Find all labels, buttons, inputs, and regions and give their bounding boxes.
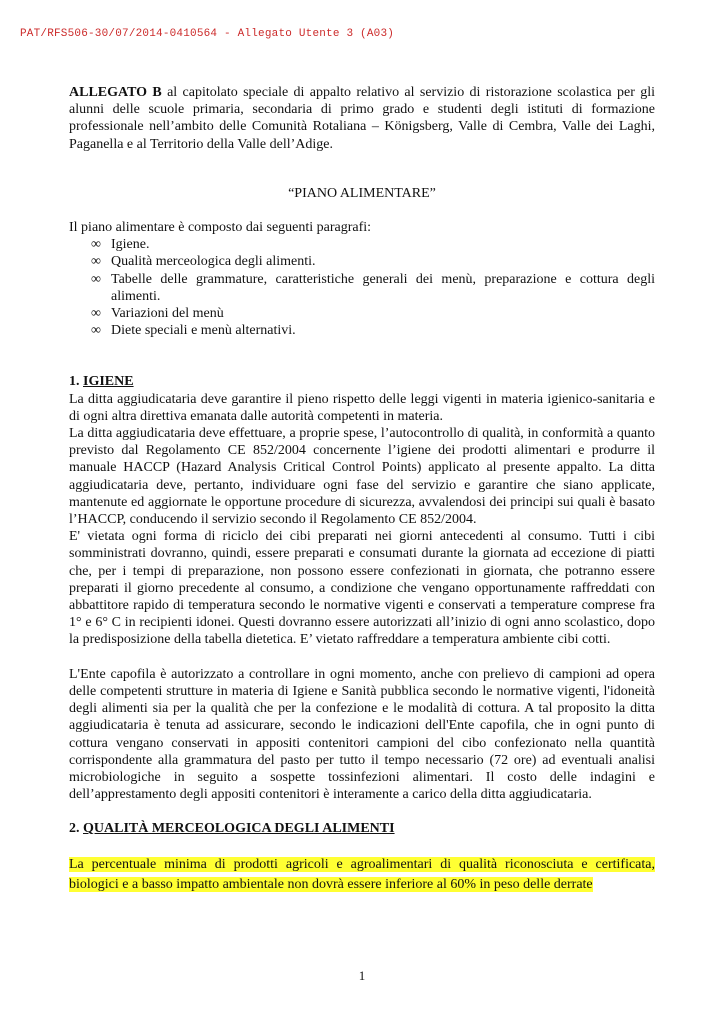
list-intro: Il piano alimentare è composto dai seguenti paragrafi:	[69, 220, 372, 236]
list-item: ∞ Variazioni del menù	[91, 306, 224, 322]
annex-intro-text: al capitolato speciale di appalto relativo al servizio di ristorazione scolastica per gli alunni delle scuole primaria, secondaria di primo grado e studenti degli istituti di formazione professionale nell’ambito delle Comunità Rotaliana – Königsberg, Valle di Cembra, Valle dei Laghi, Paganella e al Territorio della Valle dell’Adige.	[69, 85, 655, 152]
infinity-bullet-icon: ∞	[91, 323, 101, 339]
paragraph-list	[69, 236, 655, 339]
list-item: ∞ Igiene.	[91, 237, 150, 253]
section-1-paragraph-1: La ditta aggiudicataria deve garantire il pieno rispetto delle leggi vigenti in materia igienico-sanitaria e di ogni altra direttiva emanata dalle autorità competenti in materia.	[69, 391, 655, 424]
section-1-heading: 1. IGIENE	[69, 374, 134, 390]
annex-label: ALLEGATO B	[69, 85, 162, 100]
section-2-heading: 2. QUALITÀ MERCEOLOGICA DEGLI ALIMENTI	[69, 821, 395, 837]
infinity-bullet-icon: ∞	[91, 271, 101, 287]
list-item: ∞ Diete speciali e menù alternativi.	[91, 323, 296, 339]
infinity-bullet-icon: ∞	[91, 237, 101, 253]
infinity-bullet-icon: ∞	[91, 306, 101, 322]
section-2-highlighted-paragraph: La percentuale minima di prodotti agricoli e agroalimentari di qualità riconosciuta e certificata, biologici e a basso impatto ambientale non dovrà essere inferiore al 60% in peso delle derrate	[69, 856, 655, 892]
list-item: ∞ Qualità merceologica degli alimenti.	[91, 254, 316, 270]
document-body	[69, 84, 655, 895]
section-1-title: IGIENE	[83, 374, 134, 390]
page-number: 1	[358, 968, 366, 983]
section-1-paragraph-2: La ditta aggiudicataria deve effettuare, a proprie spese, l’autocontrollo di qualità, in conformità a quanto previsto dal Regolamento CE 852/2004 concernente l’igiene dei prodotti alimentari e produrre il manuale HACCP (Hazard Analysis Critical Control Points) applicato al presente appalto. La ditta aggiudicataria deve, pertanto, individuare ogni fase del servizio e garantire che siano applicate, mantenute ed aggiornate le opportune procedure di sicurezza, avvalendosi dei principi sui quali è basato l’HACCP, conducendo il servizio secondo il Regolamento CE 852/2004.	[69, 426, 655, 528]
document-header-stamp: PAT/RFS506-30/07/2014-0410564 - Allegato Utente 3 (A03)	[20, 28, 395, 40]
section-1-paragraph-3: E' vietata ogni forma di riciclo dei cibi preparati nei giorni antecedenti al consumo. Tutti i cibi somministrati dovranno, quindi, essere preparati e consumati durante la giornata ad eccezione di piatti che, per i tempi di preparazione, non possono essere confezionati in giornata, che potranno essere preparati il giorno precedente al consumo, a condizione che vengano opportunamente raffreddati con abbattitore rapido di temperatura secondo le normative vigenti e conservati a temperature comprese fra 1° e 6° C in recipienti idonei. Questi dovranno essere autorizzati all’inizio di ogni anno scolastico, dopo la predisposizione della tabella dietetica. E’ vietato raffreddare a temperatura ambiente cibi cotti.	[69, 529, 655, 648]
list-item: ∞ Tabelle delle grammature, caratteristiche generali dei menù, preparazione e cottura degli alimenti.	[91, 271, 655, 304]
plan-title: “PIANO ALIMENTARE”	[288, 185, 436, 201]
annex-intro	[69, 84, 655, 153]
section-1-paragraph-4: L'Ente capofila è autorizzato a controllare in ogni momento, anche con prelievo di campioni ad opera delle competenti strutture in materia di Igiene e Sanità pubblica secondo le normative vigenti, l'idoneità degli alimenti sia per la qualità che per la confezione e le modalità di cottura. A tal proposito la ditta aggiudicataria è tenuta ad assicurare, secondo le indicazioni dell'Ente capofila, che in ogni punto di cottura vengano conservati in appositi contenitori campioni del cibo confezionato nella quantità corrispondente alla grammatura del pasto per tutto il tempo necessario (72 ore) ad eventuali analisi microbiologiche in seguito a sospette tossinfezioni alimentari. Il costo delle indagini e dell’apprestamento degli appositi contenitori è interamente a carico della ditta aggiudicataria.	[69, 666, 655, 803]
infinity-bullet-icon: ∞	[91, 254, 101, 270]
section-2-title: QUALITÀ MERCEOLOGICA DEGLI ALIMENTI	[83, 821, 395, 837]
